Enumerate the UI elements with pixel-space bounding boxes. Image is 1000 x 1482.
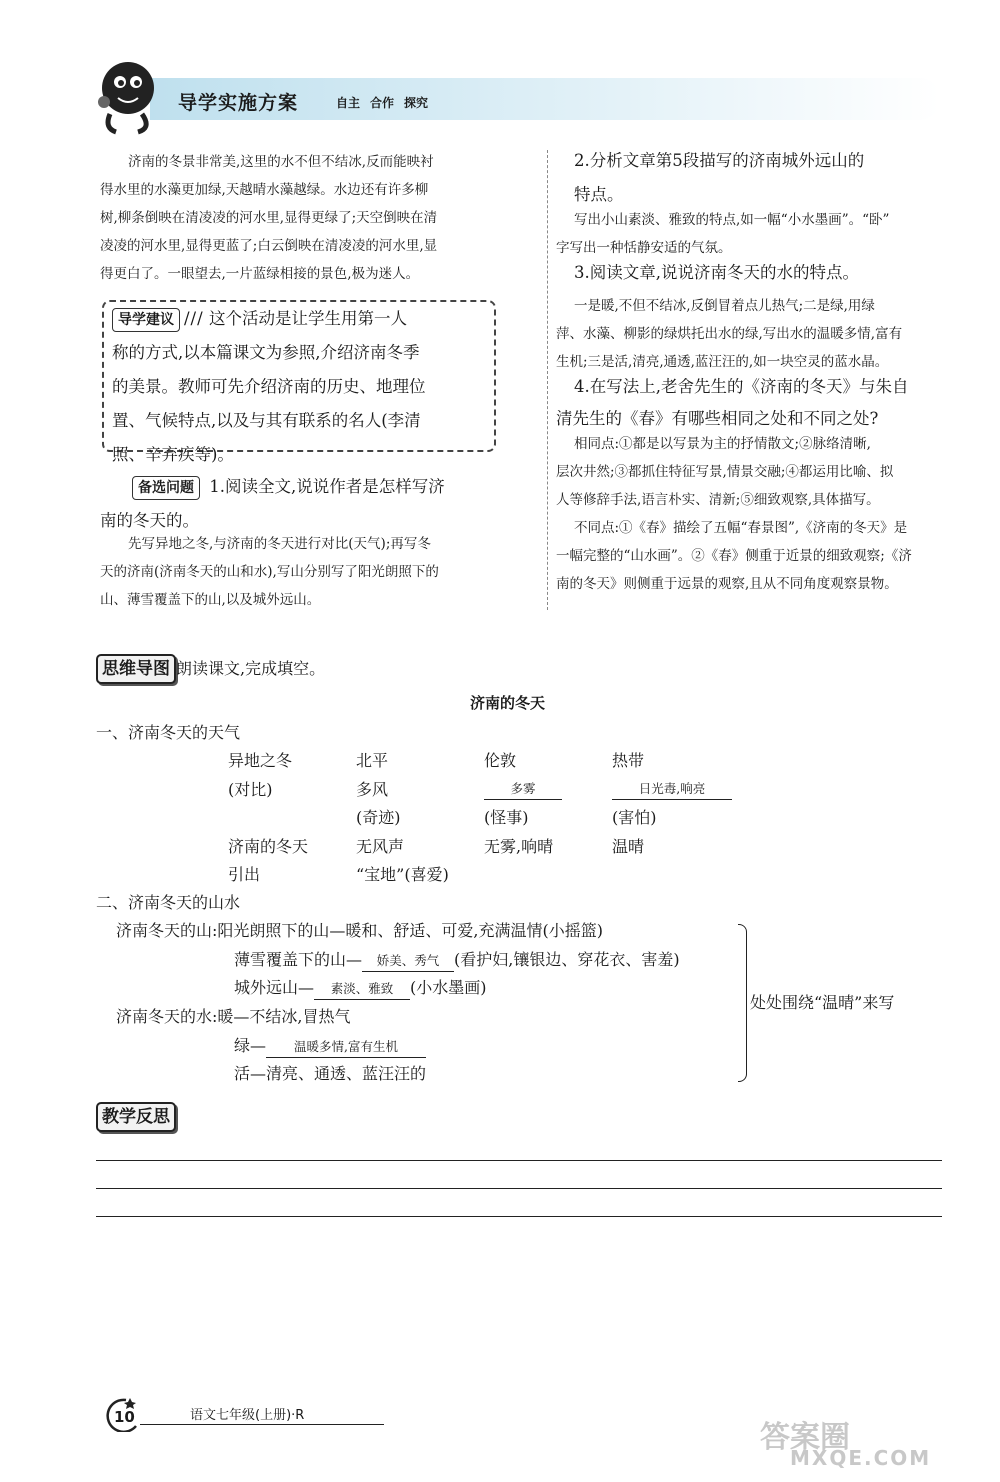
beiping-windy: 多风 xyxy=(356,780,389,799)
question-1-cont: 南的冬天的。 xyxy=(100,511,199,530)
summary-bracket xyxy=(738,924,747,1082)
mascot-icon xyxy=(92,52,162,138)
blank-green-water: 温暖多情,富有生机 xyxy=(266,1037,426,1058)
reflection-tag: 教学反思 xyxy=(96,1102,176,1132)
label-jinan-winter: 济南的冬天 xyxy=(228,837,309,856)
question-2: 2.分析文章第5段描写的济南城外远山的 特点。 xyxy=(574,151,865,204)
intro-paragraph: 济南的冬景非常美,这里的水不但不结冰,反而能映衬 得水里的水藻更加绿,天越晴水藻越绿。水边还有许多柳 树,柳条倒映在清凌凌的河水里,显得更绿了;天空倒映在清 凌凌的河水里,显得更蓝了;白云倒映在清凌凌的河水里,显 得更白了。一眼望去,一片蓝绿相接的景色,极为迷人。 xyxy=(100,154,438,282)
label-miracle: (奇迹) xyxy=(356,808,401,827)
header-title: 导学实施方案 xyxy=(178,92,299,114)
label-contrast: (对比) xyxy=(228,780,273,799)
jinan-no-wind: 无风声 xyxy=(356,837,405,856)
label-beiping: 北平 xyxy=(356,751,389,770)
reflection-header xyxy=(96,1102,176,1132)
water-row-3: 活—清亮、通透、蓝汪汪的 xyxy=(234,1064,427,1083)
mindmap-header xyxy=(96,654,325,684)
label-treasure-land: “宝地”(喜爱) xyxy=(356,865,449,884)
section-landscape: 二、济南冬天的山水 xyxy=(96,893,241,912)
label-tropics: 热带 xyxy=(612,751,645,770)
jinan-warm-clear: 温晴 xyxy=(612,837,645,856)
question-3: 3.阅读文章,说说济南冬天的水的特点。 xyxy=(574,263,859,282)
mindmap-instruction: 朗读课文,完成填空。 xyxy=(176,659,326,678)
guidance-label: 导学建议 xyxy=(112,308,180,332)
answer-3: 一是暖,不但不结冰,反倒冒着点儿热气;二是绿,用绿 萍、水藻、柳影的绿烘托出水的绿,写出水的温暖多情,富有 生机;三是活,清亮,通透,蓝汪汪的,如一块空灵的蓝水晶。 xyxy=(556,298,903,370)
blank-london: 多雾 xyxy=(484,779,562,800)
label-london: 伦敦 xyxy=(484,751,517,770)
reflection-line-2[interactable] xyxy=(96,1188,942,1189)
reflection-line-3[interactable] xyxy=(96,1216,942,1217)
section-weather: 一、济南冬天的天气 xyxy=(96,723,241,742)
answer-1: 先写异地之冬,与济南的冬天进行对比(天气);再写冬 天的济南(济南冬天的山和水),写山分别写了阳光朗照下的 山、薄雪覆盖下的山,以及城外远山。 xyxy=(100,536,439,608)
label-fear: (害怕) xyxy=(612,808,657,827)
guidance-text: 导学建议 /// 这个活动是让学生用第一人 称的方式,以本篇课文为参照,介绍济南冬季 的美景。教师可先介绍济南的历史、地理位 置、气候特点,以及与其有联系的名人(李清 照、辛弃疾等)。 xyxy=(112,309,426,464)
blank-far-mountain: 素淡、雅致 xyxy=(314,979,410,1000)
mountain-row-3: 城外远山— 素淡、雅致 (小水墨画) xyxy=(234,973,487,1002)
page-number: 10 xyxy=(114,1408,135,1426)
blank-tropics: 日光毒,响亮 xyxy=(612,779,732,800)
label-lead-out: 引出 xyxy=(228,865,261,884)
answer-4: 相同点:①都是以写景为主的抒情散文;②脉络清晰, 层次井然;③都抓住特征写景,情景交融;④都运用比喻、拟 人等修辞手法,语言朴实、清新;⑤细致观察,具体描写。 不同点:①《春》描绘了五幅“春景图”,《济南的冬天》是 一幅完整的“山水画”。②《春》侧重于近景的细致观察;《济 南的冬天》则侧重于远景的观察,且从不同角度观察景物。 xyxy=(556,436,912,592)
jinan-no-fog: 无雾,响晴 xyxy=(484,837,554,856)
mindmap-summary: 处处围绕“温晴”来写 xyxy=(750,993,895,1012)
question-4: 4.在写法上,老舍先生的《济南的冬天》与朱自 xyxy=(574,377,909,396)
label-strange: (怪事) xyxy=(484,808,529,827)
label-other-winter: 异地之冬 xyxy=(228,751,293,770)
mindmap-title: 济南的冬天 xyxy=(470,694,546,712)
reflection-line-1[interactable] xyxy=(96,1160,942,1161)
water-row-1: 济南冬天的水:暖—不结冰,冒热气 xyxy=(116,1007,351,1026)
answer-2: 写出小山素淡、雅致的特点,如一幅“小水墨画”。“卧” 字写出一种恬静安适的气氛。 xyxy=(556,212,890,256)
watermark-logo: 答案圈 xyxy=(760,1420,850,1455)
footer-rule xyxy=(140,1424,384,1425)
mindmap-tag: 思维导图 xyxy=(96,654,176,684)
question-1: 备选问题 1.阅读全文,说说作者是怎样写济 xyxy=(132,470,542,504)
water-row-2: 绿— 温暖多情,富有生机 xyxy=(234,1031,426,1060)
alternative-question-label: 备选问题 xyxy=(132,476,200,500)
book-title: 语文七年级(上册)·R xyxy=(190,1408,305,1423)
blank-snow-mountain: 娇美、秀气 xyxy=(362,951,454,972)
question-4-cont: 清先生的《春》有哪些相同之处和不同之处? xyxy=(556,409,879,428)
mountain-row-2: 薄雪覆盖下的山— 娇美、秀气 (看护妇,镶银边、穿花衣、害羞) xyxy=(234,945,680,974)
watermark-url: MXQE.COM xyxy=(790,1446,932,1470)
header-subtitle: 自主 合作 探究 xyxy=(336,96,429,110)
column-divider xyxy=(547,150,548,610)
mountain-row-1: 济南冬天的山:阳光朗照下的山—暖和、舒适、可爱,充满温情(小摇篮) xyxy=(116,921,603,940)
